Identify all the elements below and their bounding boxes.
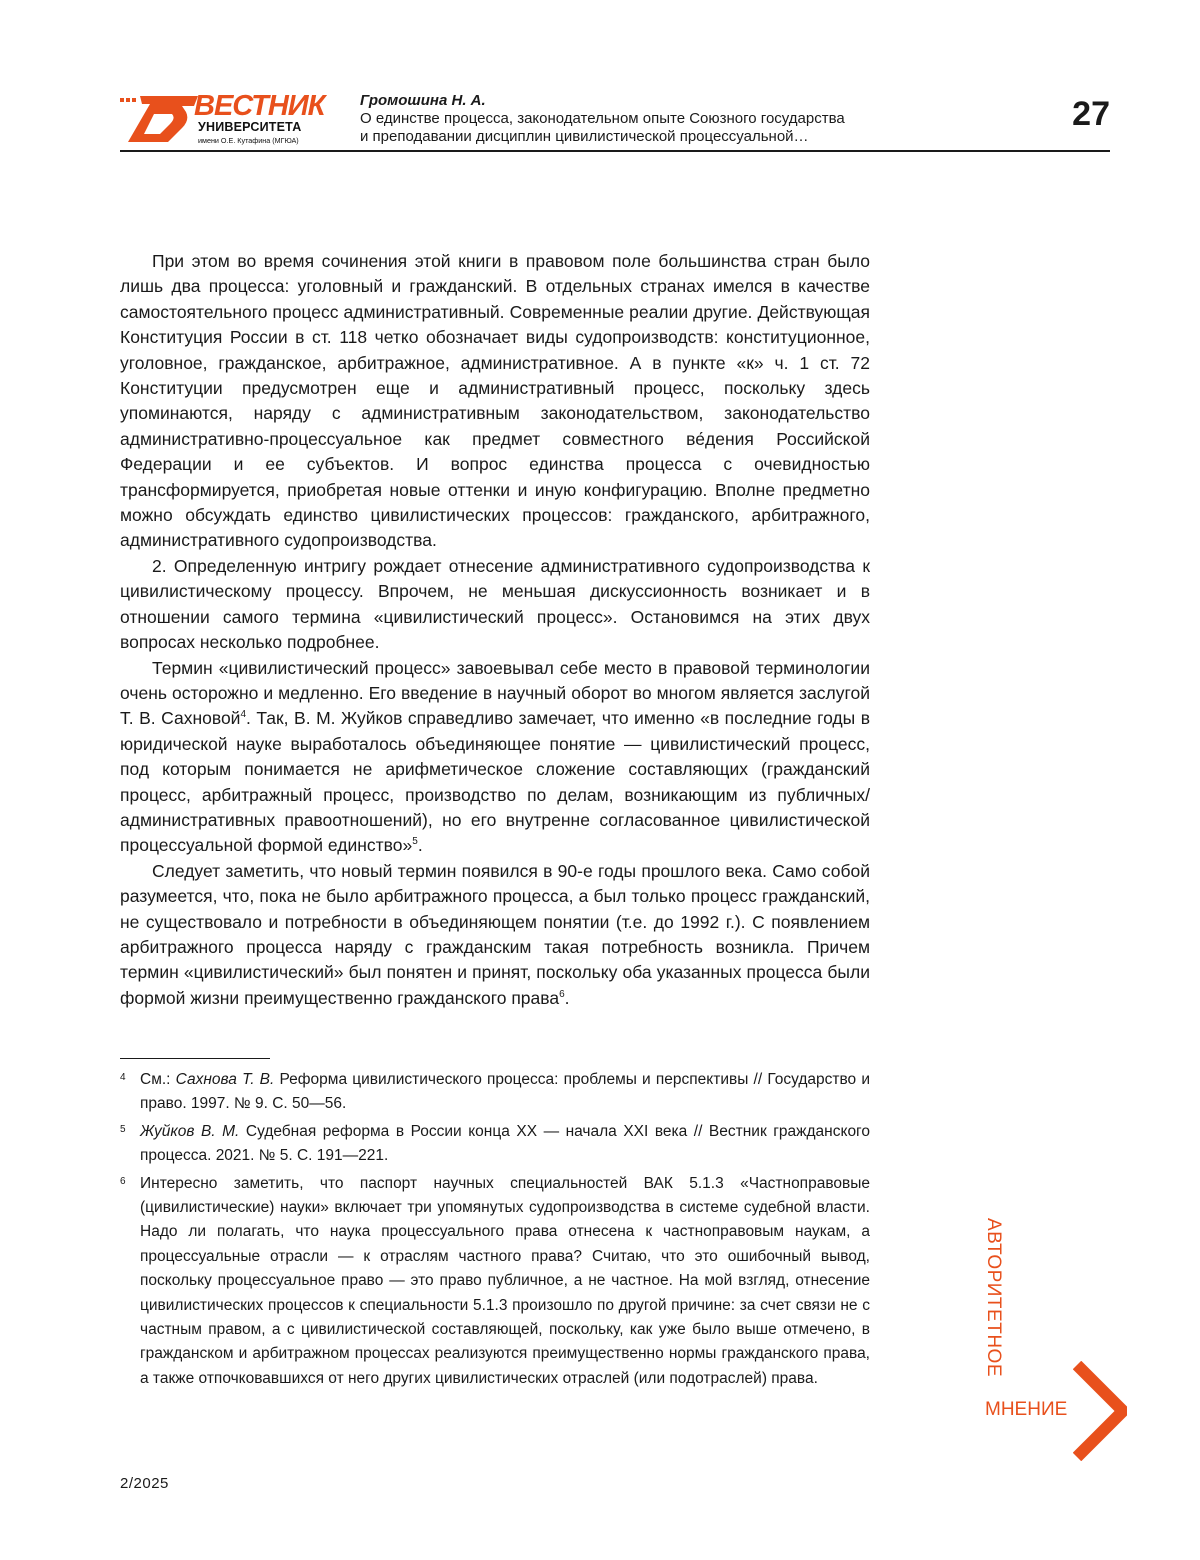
running-head-author: Громошина Н. А. xyxy=(360,92,486,110)
footnote-author: Сахнова Т. В. xyxy=(176,1071,275,1088)
paragraph-3 xyxy=(120,656,870,859)
section-label-vertical: АВТОРИТЕТНОЕ xyxy=(983,1218,1003,1377)
logo-subtitle: имени О.Е. Кутафина (МГЮА) xyxy=(198,136,299,145)
running-head-title-line-1: О единстве процесса, законодательном опыте Союзного государства xyxy=(360,110,1020,128)
paragraph-2: 2. Определенную интригу рождает отнесение административного судопроизводства к цивилистическому процессу. Впрочем, не меньшая дискуссионность возникает и в отношении самого термина «цивилистический процесс». Остановимся на этих двух вопросах несколько подробнее. xyxy=(120,554,870,656)
chevron-arrow-icon xyxy=(1073,1361,1127,1461)
footnote-author: Жуйков В. М. xyxy=(140,1123,239,1140)
section-label xyxy=(975,1218,1135,1463)
footnote-text: Интересно заметить, что паспорт научных специальностей ВАК 5.1.3 «Частноправовые (цивилистические) науки» включает три упомянутых судопроизводства в системе судебной власти. Надо ли полагать, что наука процессуального права отнесена к частноправовым наукам, а процессуальные отрасли — к отраслям частного права? Считаю, что это ошибочный вывод, поскольку процессуальное право — это право публичное, а не частное. На мой взгляд, отнесение цивилистических процессов к специальности 5.1.3 произошло по другой причине: за счет связи не с частным правом, а с цивилистической составляющей, поскольку, как уже было выше отмечено, в гражданском и арбитражном процессах реализуются преимущественно нормы гражданского права, а также отпочковавшихся от него других цивилистических отраслей (или подотраслей) права. xyxy=(140,1175,870,1387)
issue-number: 2/2025 xyxy=(120,1475,169,1493)
logo-word: ВЕСТНИК xyxy=(194,90,324,122)
paragraph-3-text-a: Термин «цивилистический процесс» завоевывал себе место в правовой терминологии очень осторожно и медленно. Его введение в научный оборот во многом является заслугой Т. В. Сахновой xyxy=(120,658,870,729)
page-number: 27 xyxy=(1072,94,1110,134)
footnotes xyxy=(120,1068,870,1394)
footnote-prefix: См.: xyxy=(140,1071,176,1088)
paragraph-1: При этом во время сочинения этой книги в правовом поле большинства стран было лишь два процесса: уголовный и гражданский. В отдельных странах имелся в качестве самостоятельного процесс административный. Современные реалии другие. Действующая Конституция России в ст. 118 четко обозначает виды судопроизводств: конституционное, уголовное, гражданское, арбитражное, административное. А в пункте «к» ч. 1 ст. 72 Конституции предусмотрен еще и административный процесс, поскольку здесь упоминаются, наряду с административным законодательством, законодательство административно-процессуальное как предмет совместного ве́дения Российской Федерации и ее субъектов. И вопрос единства процесса с очевидностью трансформируется, приобретая новые оттенки и иную конфигурацию. Вполне предметно можно обсуждать единство цивилистических процессов: гражданского, арбитражного, административного судопроизводства. xyxy=(120,249,870,554)
section-label-horizontal: МНЕНИЕ xyxy=(985,1399,1067,1421)
running-head-title xyxy=(360,110,1020,146)
footnote-ref-4[interactable]: 4 xyxy=(240,709,246,720)
logo-v-mark-icon xyxy=(120,92,200,146)
footnote-text: Реформа цивилистического процесса: проблемы и перспективы // Государство и право. 1997. № 9. С. 50—56. xyxy=(140,1071,870,1112)
footnote-rule xyxy=(120,1058,270,1059)
paragraph-3-text-c: . xyxy=(418,835,423,855)
paragraph-4-text-b: . xyxy=(565,988,570,1008)
header-rule xyxy=(120,150,1110,152)
footnote-ref-6[interactable]: 6 xyxy=(559,989,565,1000)
running-head-title-line-2: и преподавании дисциплин цивилистической процессуальной… xyxy=(360,128,1020,146)
paragraph-3-text-b: . Так, В. М. Жуйков справедливо замечает, что именно «в последние годы в юридической науке выработалось объединяющее понятие — цивилистический процесс, под которым понимается не арифметическое сложение составляющих (гражданский процесс, арбитражный процесс, производство по делам, возникающим из публичных/административных правоотношений), но его внутренне согласованное цивилистической процессуальной формой единство» xyxy=(120,708,870,855)
footnote-6 xyxy=(120,1172,870,1392)
page-header xyxy=(120,88,1110,150)
footnote-4 xyxy=(120,1068,870,1117)
paragraph-4 xyxy=(120,859,870,1011)
journal-logo xyxy=(120,92,325,146)
footnote-number: 4 xyxy=(120,1066,126,1090)
article-body xyxy=(120,249,870,1011)
footnote-number: 5 xyxy=(120,1118,126,1142)
paragraph-4-text-a: Следует заметить, что новый термин появился в 90-е годы прошлого века. Само собой разумеется, что, пока не было арбитражного процесса, а был только процесс гражданский, не существовало и потребности в объединяющем понятии (т.е. до 1992 г.). С появлением арбитражного процесса наряду с гражданским такая потребность возникла. Причем термин «цивилистический» был понятен и принят, поскольку оба указанных процесса были формой жизни преимущественно гражданского права xyxy=(120,861,870,1008)
footnote-5 xyxy=(120,1120,870,1169)
footnote-text: Судебная реформа в России конца XX — начала XXI века // Вестник гражданского процесса. 2021. № 5. С. 191—221. xyxy=(140,1123,870,1164)
logo-university: УНИВЕРСИТЕТА xyxy=(198,120,301,134)
footnote-ref-5[interactable]: 5 xyxy=(412,837,418,848)
footnote-number: 6 xyxy=(120,1170,126,1194)
